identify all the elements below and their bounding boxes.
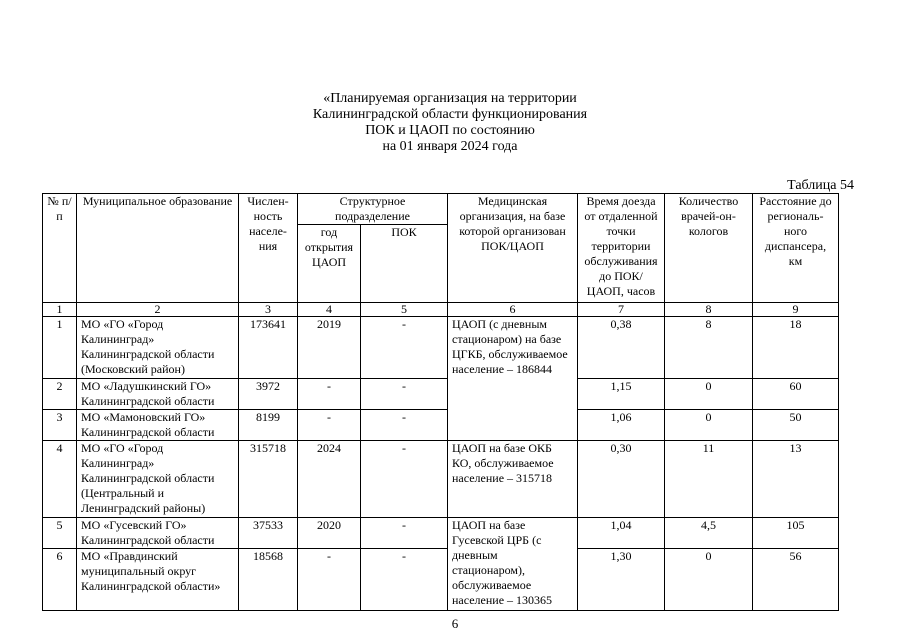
- column-number: 8: [665, 303, 753, 317]
- row-year: 2024: [298, 441, 361, 518]
- row-pok: -: [361, 410, 448, 441]
- row-num: 4: [43, 441, 77, 518]
- row-doctors: 8: [665, 317, 753, 379]
- row-med-org: ЦАОП на базе ОКБ КО, обслуживаемое население – 315718: [448, 441, 578, 518]
- row-time: 1,15: [578, 379, 665, 410]
- row-pok: -: [361, 441, 448, 518]
- column-number: 1: [43, 303, 77, 317]
- row-population: 315718: [239, 441, 298, 518]
- column-number: 4: [298, 303, 361, 317]
- row-med-org: ЦАОП на базе Гусевской ЦРБ (с дневным стационаром), обслуживаемое население – 130365: [448, 518, 578, 611]
- header-population: Числен- ность населе- ния: [239, 194, 298, 303]
- column-number: 3: [239, 303, 298, 317]
- row-distance: 60: [753, 379, 839, 410]
- row-doctors: 4,5: [665, 518, 753, 549]
- row-population: 173641: [239, 317, 298, 379]
- row-pok: -: [361, 317, 448, 379]
- column-number: 2: [77, 303, 239, 317]
- title-line: на 01 января 2024 года: [382, 139, 518, 154]
- row-num: 6: [43, 549, 77, 611]
- row-pok: -: [361, 379, 448, 410]
- header-pok: ПОК: [361, 225, 448, 303]
- row-num: 2: [43, 379, 77, 410]
- header-doctors: Количество врачей-он- кологов: [665, 194, 753, 303]
- row-year: -: [298, 410, 361, 441]
- row-year: -: [298, 549, 361, 611]
- row-pok: -: [361, 549, 448, 611]
- header-med-org: Медицинская организация, на базе которой организован ПОК/ЦАОП: [448, 194, 578, 303]
- table-caption: Таблица 54: [787, 178, 854, 193]
- row-population: 18568: [239, 549, 298, 611]
- row-doctors: 0: [665, 549, 753, 611]
- header-year: год открытия ЦАОП: [298, 225, 361, 303]
- row-doctors: 0: [665, 410, 753, 441]
- row-num: 3: [43, 410, 77, 441]
- row-med-org: ЦАОП (с дневным стационаром) на базе ЦГКБ, обслуживаемое население – 186844: [448, 317, 578, 441]
- table-row: [43, 410, 839, 441]
- header-mo: Муниципальное образование: [77, 194, 239, 303]
- row-mo: МО «ГО «Город Калининград» Калининградской области (Центральный и Ленинградский районы): [77, 441, 239, 518]
- row-distance: 56: [753, 549, 839, 611]
- header-time: Время доезда от отдаленной точки территории обслуживания до ПОК/ ЦАОП, часов: [578, 194, 665, 303]
- row-time: 1,06: [578, 410, 665, 441]
- row-population: 37533: [239, 518, 298, 549]
- row-population: 3972: [239, 379, 298, 410]
- row-year: 2020: [298, 518, 361, 549]
- row-distance: 50: [753, 410, 839, 441]
- row-time: 1,30: [578, 549, 665, 611]
- header-num: № п/п: [43, 194, 77, 303]
- header-distance: Расстояние до региональ- ного диспансера, км: [753, 194, 839, 303]
- row-distance: 13: [753, 441, 839, 518]
- table-row: [43, 549, 839, 611]
- title-line: ПОК и ЦАОП по состоянию: [365, 123, 535, 138]
- row-mo: МО «Мамоновский ГО» Калининградской области: [77, 410, 239, 441]
- row-year: 2019: [298, 317, 361, 379]
- page-number: 6: [451, 616, 459, 631]
- row-num: 5: [43, 518, 77, 549]
- row-time: 1,04: [578, 518, 665, 549]
- column-number: 6: [448, 303, 578, 317]
- row-population: 8199: [239, 410, 298, 441]
- row-mo: МО «Ладушкинский ГО» Калининградской области: [77, 379, 239, 410]
- row-pok: -: [361, 518, 448, 549]
- title-line: Калининградской области функционирования: [312, 107, 588, 122]
- row-mo: МО «Гусевский ГО» Калининградской области: [77, 518, 239, 549]
- row-num: 1: [43, 317, 77, 379]
- header-structural: Структурное подразделение: [298, 194, 448, 225]
- column-number: 5: [361, 303, 448, 317]
- row-doctors: 11: [665, 441, 753, 518]
- table-row: [43, 518, 839, 549]
- title-line: «Планируемая организация на территории: [323, 91, 577, 106]
- row-time: 0,38: [578, 317, 665, 379]
- data-table: [42, 193, 839, 611]
- column-number: 9: [753, 303, 839, 317]
- row-mo: МО «ГО «Город Калининград» Калининградской области (Московский район): [77, 317, 239, 379]
- table-row: [43, 379, 839, 410]
- row-doctors: 0: [665, 379, 753, 410]
- row-distance: 105: [753, 518, 839, 549]
- column-number: 7: [578, 303, 665, 317]
- row-year: -: [298, 379, 361, 410]
- document-title: [250, 91, 650, 155]
- row-distance: 18: [753, 317, 839, 379]
- row-mo: МО «Правдинский муниципальный округ Калининградской области»: [77, 549, 239, 611]
- table-row: [43, 317, 839, 379]
- row-time: 0,30: [578, 441, 665, 518]
- table-row: [43, 441, 839, 518]
